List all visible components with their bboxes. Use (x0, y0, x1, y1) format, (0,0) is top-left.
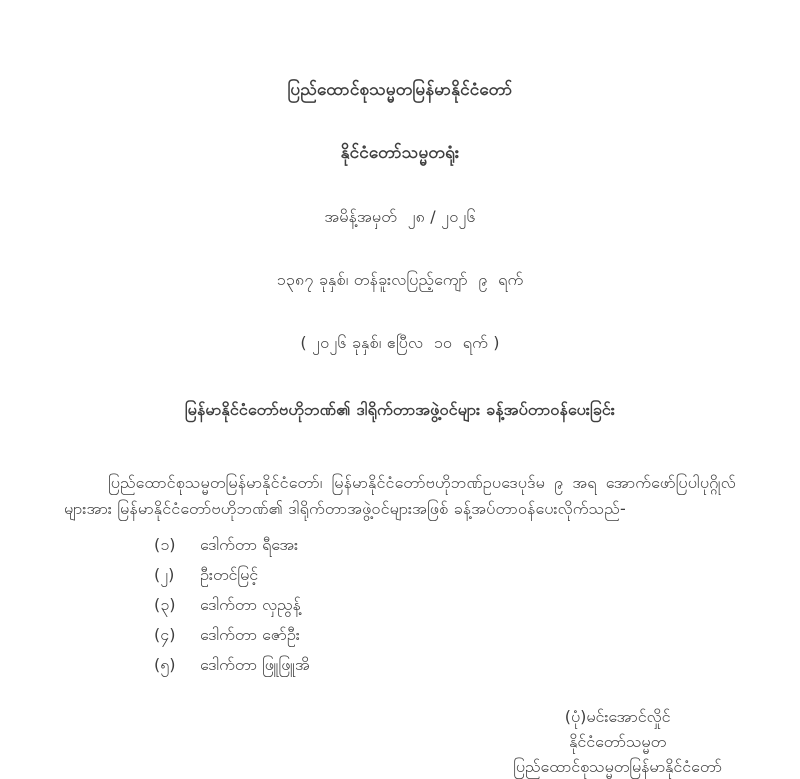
appointee-name: ဒေါက်တာ ရီအေး (200, 535, 299, 554)
appointee-row (154, 620, 736, 650)
subject-title: မြန်မာနိုင်ငံတော်ဗဟိုဘဏ်၏ ဒါရိုက်တာအဖွဲ့ဝင်များ ခန့်အပ်တာဝန်ပေးခြင်း (184, 400, 616, 419)
appointee-number: (၁) (154, 535, 176, 554)
body-paragraph: ပြည်ထောင်စုသမ္မတမြန်မာနိုင်ငံတော်၊ မြန်မာနိုင်ငံတော်ဗဟိုဘဏ်ဥပဒေပုဒ်မ ၉ အရ အောက်ဖော်ပြပါပုဂ္ဂိုလ်များအား မြန်မာနိုင်ငံတော်ဗဟိုဘဏ်၏ ဒါရိုက်တာအဖွဲ့ဝင်များအဖြစ် ခန့်အပ်တာဝန်ပေးလိုက်သည်- (64, 473, 736, 518)
signature-block (513, 704, 722, 779)
appointee-row (154, 650, 736, 680)
appointee-list (154, 530, 736, 680)
appointee-row (154, 560, 736, 590)
date-gregorian: ( ၂၀၂၆ ခုနှစ်၊ ဧပြီလ ၁၀ ရက် ) (300, 333, 500, 352)
appointee-number: (၅) (154, 655, 176, 674)
appointee-number: (၂) (154, 565, 175, 584)
date-myanmar-era: ၁၃၈၇ ခုနှစ်၊ တန်ခူးလပြည့်ကျော် ၉ ရက် (276, 270, 524, 289)
appointee-row (154, 590, 736, 620)
state-title: ပြည်ထောင်စုသမ္မတမြန်မာနိုင်ငံတော် (287, 80, 513, 100)
appointee-number: (၄) (154, 625, 176, 644)
signature-name: (ပုံ)မင်းအောင်လှိုင် (564, 707, 671, 726)
signature-state: ပြည်ထောင်စုသမ္မတမြန်မာနိုင်ငံတော် (513, 757, 722, 776)
appointee-name: ဒေါက်တာ ဇော်ဦး (200, 625, 300, 644)
appointee-number: (၃) (154, 595, 176, 614)
president-office-title: နိုင်ငံတော်သမ္မတရုံး (340, 143, 460, 163)
document-header (64, 40, 736, 460)
order-number: အမိန့်အမှတ် ၂၈ / ၂၀၂၆ (324, 207, 476, 226)
signature-title: နိုင်ငံတော်သမ္မတ (569, 732, 667, 751)
appointee-row (154, 530, 736, 560)
appointee-name: ဒေါက်တာ လှညွန့် (200, 595, 301, 614)
appointee-name: ဒေါက်တာ ဖြူဖြူအိ (200, 655, 310, 674)
appointee-name: ဦးတင်မြင့် (200, 565, 259, 584)
